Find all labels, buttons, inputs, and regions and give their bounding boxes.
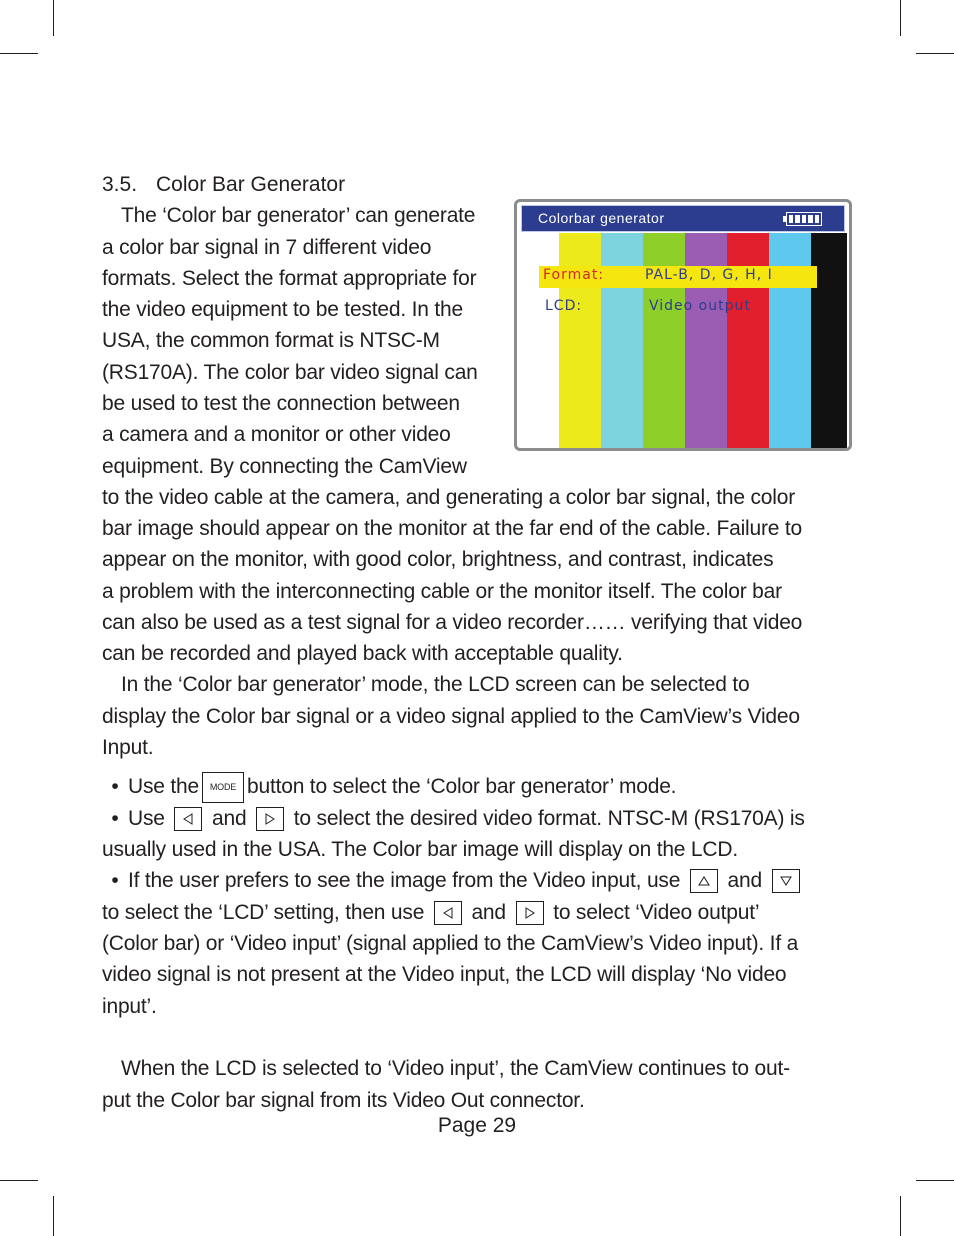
bullet-dot: • [111,869,119,892]
lcd-para-line: display the Color bar signal or a video signal applied to the CamView’s Video [102,705,800,728]
crop-mark [900,0,901,36]
intro-line: USA, the common format is NTSC-M [102,329,440,352]
crop-mark [53,0,54,36]
lcd-para-line: Input. [102,736,154,759]
section-title: Color Bar Generator [156,173,346,196]
bullet-dot: • [111,775,119,798]
section-heading [102,169,345,200]
crop-mark [0,1180,38,1181]
format-label: Format: [543,267,605,283]
bullet-format: • Use and to select the desired video format. NTSC-M (RS170A) is [102,803,805,834]
bullet-lcd-line: (Color bar) or ‘Video input’ (signal applied to the CamView’s Video input). If a [102,932,799,955]
crop-mark [916,1180,954,1181]
intro-line: formats. Select the format appropriate for [102,267,477,290]
intro-line: appear on the monitor, with good color, brightness, and contrast, indicates [102,548,774,571]
intro-line: (RS170A). The color bar video signal can [102,361,478,384]
bullet-format-line: usually used in the USA. The Color bar image will display on the LCD. [102,838,738,861]
closing-line: When the LCD is selected to ‘Video input’, the CamView continues to out- [121,1057,790,1080]
section-number: 3.5. [102,173,138,196]
format-value: PAL-B, D, G, H, I [645,267,773,283]
bullet-lcd-line: to select the ‘LCD’ setting, then use and to select ‘Video output’ [102,901,760,924]
closing-line: put the Color bar signal from its Video Out connector. [102,1089,585,1112]
page-number: Page 29 [437,1114,517,1137]
crop-mark [53,1196,54,1236]
screen-title: Colorbar generator [538,210,665,226]
intro-line: the video equipment to be tested. In the [102,298,463,321]
intro-line: be used to test the connection between [102,392,460,415]
bullet-mode: • Use the MODE button to select the ‘Color bar generator’ mode. [102,771,676,803]
left-arrow-button-icon [434,901,462,925]
bullet-lcd-line: video signal is not present at the Video input, the LCD will display ‘No video [102,963,787,986]
bullet-lcd: • If the user prefers to see the image from the Video input, use and [102,865,804,896]
intro-line: a problem with the interconnecting cable or the monitor itself. The color bar [102,580,782,603]
lcd-para-line: In the ‘Color bar generator’ mode, the LCD screen can be selected to [121,673,750,696]
intro-line: can also be used as a test signal for a video recorder…… verifying that video [102,611,803,634]
lcd-value: Video output [649,298,751,314]
left-arrow-button-icon [174,807,202,831]
intro-line: can be recorded and played back with acceptable quality. [102,642,623,665]
lcd-label: LCD: [545,298,583,314]
screen-header [521,205,845,232]
up-arrow-button-icon [690,869,718,893]
crop-mark [0,53,38,54]
mode-button-icon: MODE [202,772,244,803]
down-arrow-button-icon [772,869,800,893]
right-arrow-button-icon [516,901,544,925]
intro-line: to the video cable at the camera, and generating a color bar signal, the color [102,486,796,509]
right-arrow-button-icon [256,807,284,831]
crop-mark [916,53,954,54]
intro-line: a camera and a monitor or other video [102,423,451,446]
bullet-lcd-line: input’. [102,995,157,1018]
battery-icon [786,212,822,226]
bullet-dot: • [111,807,119,830]
lcd-screen-illustration [514,199,852,451]
intro-line: a color bar signal in 7 different video [102,236,432,259]
crop-mark [900,1196,901,1236]
intro-line: The ‘Color bar generator’ can generate [121,204,476,227]
intro-line: equipment. By connecting the CamView [102,455,467,478]
intro-line: bar image should appear on the monitor at the far end of the cable. Failure to [102,517,803,540]
